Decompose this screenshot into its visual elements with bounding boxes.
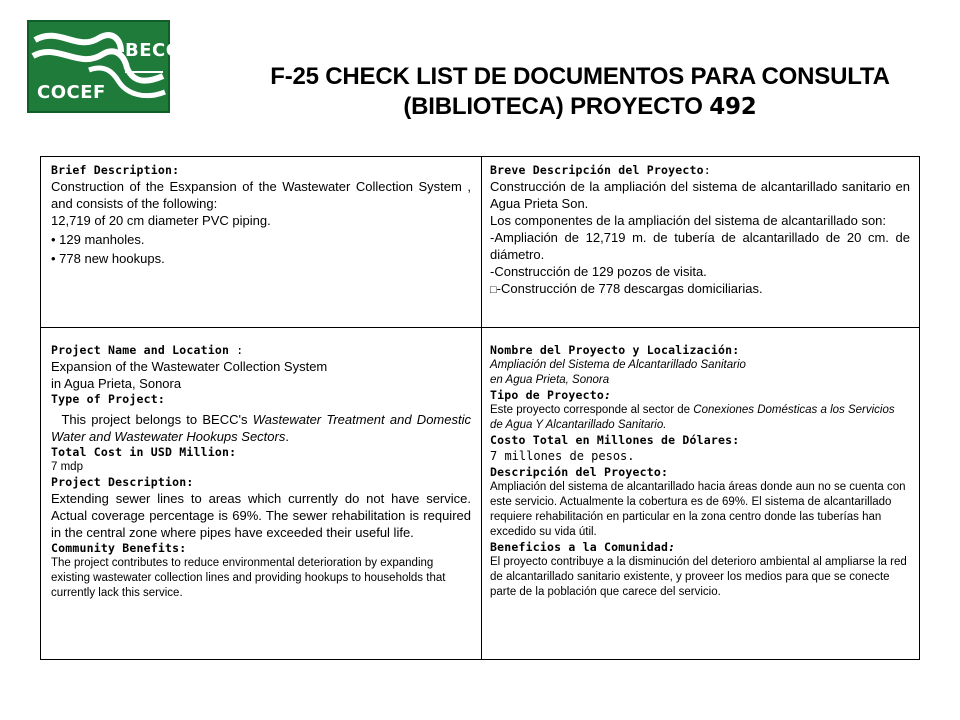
logo-text-cocef: COCEF xyxy=(37,82,106,103)
project-number: 492 xyxy=(709,94,757,120)
spanish-desc-text: Ampliación del sistema de alcantarillado hacia áreas donde aun no se cuenta con este servicio. Actualmente la cobertura es de 69%. El sistema de alcantarillado requiere rehabilitación en particular en la zona centro donde las tuberías han excedido su vida útil. xyxy=(490,481,906,538)
english-brief-item: • 778 new hookups. xyxy=(51,251,165,266)
english-brief-cell xyxy=(51,163,471,267)
english-benefits-heading: Community Benefits: xyxy=(51,541,187,555)
english-type-text-prefix: This project belongs to BECC's xyxy=(61,412,253,427)
english-type-text-italic: Wastewater Treatment and Domestic Water and Wastewater Hookups Sectors xyxy=(51,412,471,444)
spanish-brief-heading-suffix: : xyxy=(703,163,711,177)
spanish-benefits-heading-text: Beneficios a la Comunidad xyxy=(490,540,669,554)
title-line-2: (BIBLIOTECA) PROYECTO xyxy=(403,93,710,120)
spanish-cost-value: 7 millones de pesos. xyxy=(490,449,635,463)
bullet-glyph: □ xyxy=(490,284,497,296)
row-divider xyxy=(41,327,919,328)
spanish-cost-heading: Costo Total en Millones de Dólares: xyxy=(490,433,740,447)
column-divider xyxy=(481,157,482,659)
english-brief-heading: Brief Description: xyxy=(51,163,180,177)
english-type-text-suffix: . xyxy=(285,429,289,444)
english-cost-heading: Total Cost in USD Million: xyxy=(51,445,237,459)
english-brief-text: Construction of the Esxpansion of the Wastewater Collection System , and consists of the following: xyxy=(51,179,471,211)
spanish-brief-heading xyxy=(490,163,910,178)
spanish-brief-text: Los componentes de la ampliación del sistema de alcantarillado son: xyxy=(490,213,887,228)
title-line-1: F-25 CHECK LIST DE DOCUMENTOS PARA CONSULTA xyxy=(270,63,890,90)
spanish-type-text xyxy=(490,403,910,433)
spanish-details-cell xyxy=(490,343,910,600)
english-benefits-text: The project contributes to reduce environmental deterioration by expanding existing wastewater collection lines and providing hookups to households that currently lack this service. xyxy=(51,557,446,599)
english-type-text xyxy=(51,411,471,445)
spanish-brief-item xyxy=(490,280,910,299)
spanish-brief-cell xyxy=(490,163,910,299)
spanish-benefits-heading-suffix: : xyxy=(668,540,676,554)
project-table xyxy=(40,156,920,660)
spanish-type-text-italic: Conexiones Domésticas a los Servicios de Agua Y Alcantarillado Sanitario. xyxy=(490,404,895,431)
spanish-benefits-text: El proyecto contribuye a la disminución del deterioro ambiental al ampliarse la red de alcantarillado sanitario existente, y proveer los medios para que se conecte parte de la población que carece del servicio. xyxy=(490,556,907,598)
spanish-brief-text: Construcción de la ampliación del sistema de alcantarillado sanitario en Agua Prieta Son. xyxy=(490,179,910,211)
spanish-type-heading-suffix: : xyxy=(603,388,612,402)
english-cost-value: 7 mdp xyxy=(51,461,83,473)
spanish-type-text-prefix: Este proyecto corresponde al sector de xyxy=(490,404,694,416)
english-name-line: Expansion of the Wastewater Collection System xyxy=(51,359,328,374)
english-details-cell xyxy=(51,343,471,601)
english-desc-heading: Project Description: xyxy=(51,475,194,489)
spanish-benefits-heading xyxy=(490,540,910,555)
becc-cocef-logo xyxy=(27,20,180,113)
english-desc-text: Extending sewer lines to areas which currently do not have service. Actual coverage percentage is 69%. The sewer rehabilitation is required in the central zone where pipes have exceeded their useful life. xyxy=(51,491,471,540)
spanish-name-line: en Agua Prieta, Sonora xyxy=(490,374,610,386)
english-type-heading: Type of Project: xyxy=(51,392,165,406)
page-title xyxy=(200,62,960,122)
english-brief-item: 12,719 of 20 cm diameter PVC piping. xyxy=(51,213,271,228)
spanish-type-heading-text: Tipo de Proyecto xyxy=(490,388,604,402)
spanish-brief-item-text: -Construcción de 778 descargas domiciliarias. xyxy=(496,281,763,296)
spanish-brief-heading-text: Breve Descripción del Proyecto xyxy=(490,163,704,177)
logo-text-becc: BECC xyxy=(125,40,180,61)
english-brief-item: • 129 manholes. xyxy=(51,232,145,247)
spanish-brief-item: -Ampliación de 12,719 m. de tubería de alcantarillado de 20 cm. de diámetro. xyxy=(490,230,910,262)
english-name-heading xyxy=(51,343,471,358)
spanish-name-line: Ampliación del Sistema de Alcantarillado Sanitario xyxy=(490,359,746,371)
spanish-brief-item: -Construcción de 129 pozos de visita. xyxy=(490,264,707,279)
spanish-type-heading xyxy=(490,388,910,403)
english-name-line: in Agua Prieta, Sonora xyxy=(51,376,182,391)
spanish-name-heading: Nombre del Proyecto y Localización: xyxy=(490,343,740,357)
english-name-heading-suffix: : xyxy=(229,343,244,357)
spanish-desc-heading: Descripción del Proyecto: xyxy=(490,465,669,479)
english-name-heading-text: Project Name and Location xyxy=(51,343,230,357)
